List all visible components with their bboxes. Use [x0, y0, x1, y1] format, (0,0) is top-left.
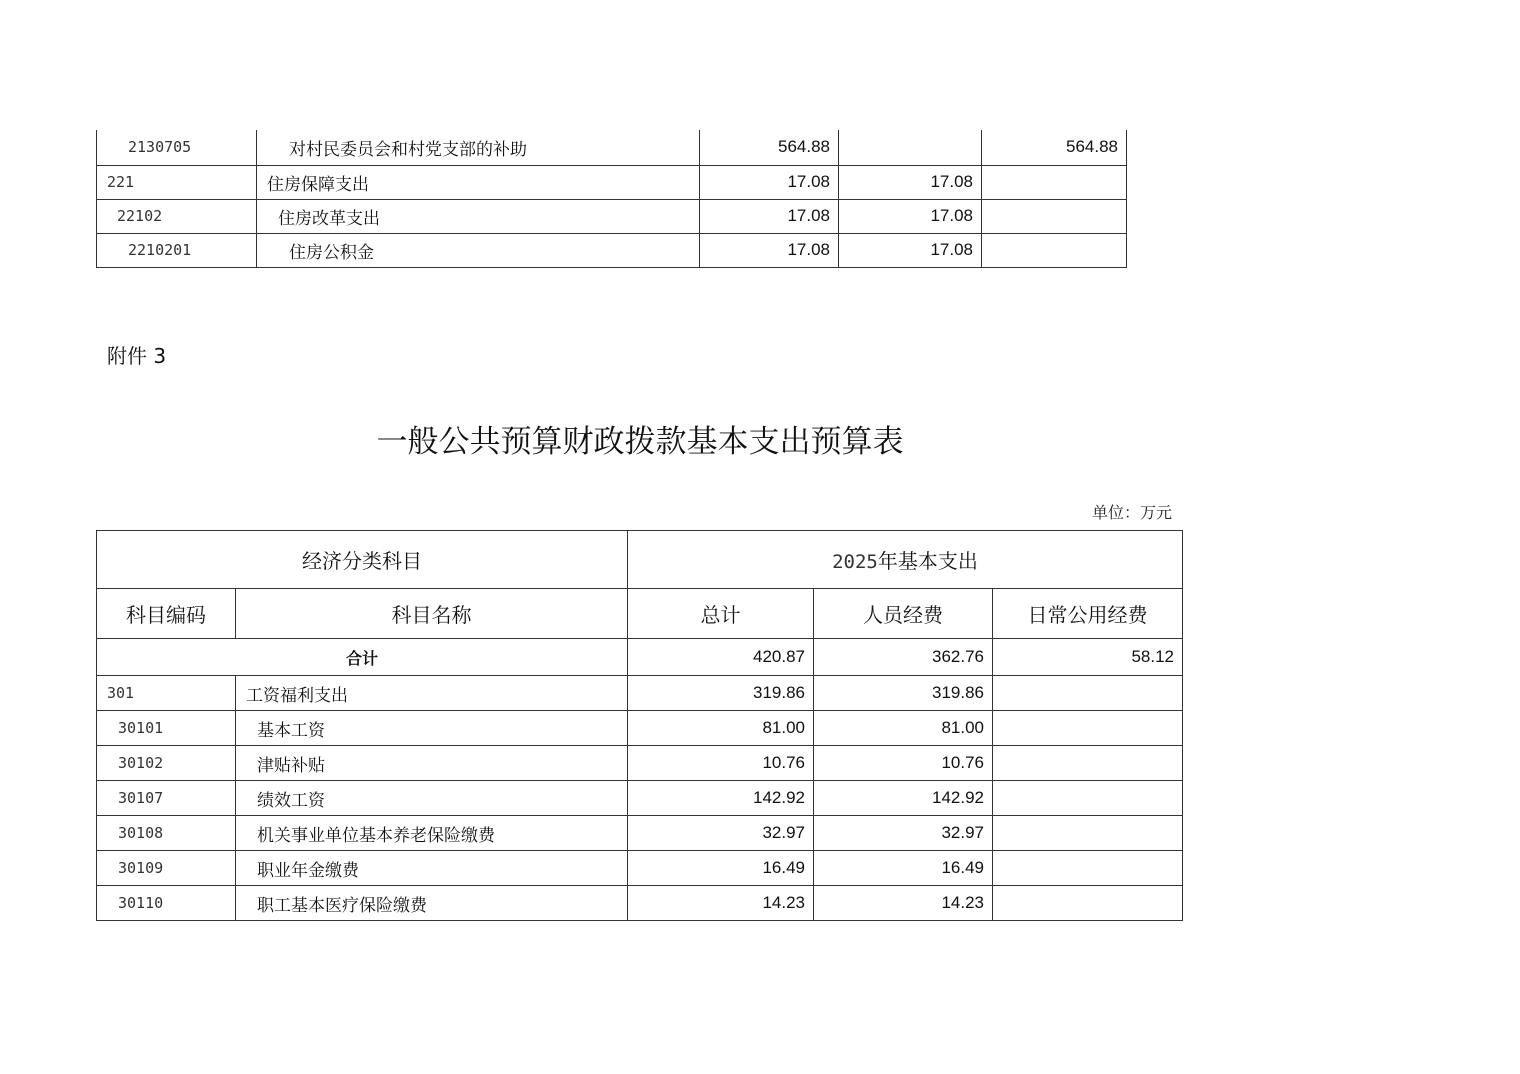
row-project [982, 199, 1127, 233]
table-row [97, 165, 1127, 199]
row-personnel: 319.86 [814, 676, 993, 711]
row-personnel: 16.49 [814, 851, 993, 886]
row-total: 319.86 [628, 676, 814, 711]
row-total: 10.76 [628, 746, 814, 781]
row-code: 22102 [97, 199, 257, 233]
row-project [982, 233, 1127, 267]
row-public [993, 816, 1183, 851]
total-total-value: 420.87 [628, 639, 814, 676]
continuation-table [96, 130, 1127, 268]
row-total: 32.97 [628, 816, 814, 851]
row-personnel: 14.23 [814, 886, 993, 921]
row-public [993, 851, 1183, 886]
row-name: 机关事业单位基本养老保险缴费 [236, 816, 628, 851]
table-row [97, 711, 1183, 746]
basic-expenditure-table-body [97, 531, 1183, 921]
row-code: 30110 [97, 886, 236, 921]
total-label: 合计 [97, 639, 628, 676]
table-row [97, 199, 1127, 233]
attachment-label: 附件 3 [107, 344, 167, 368]
row-total: 17.08 [700, 165, 839, 199]
row-public [993, 711, 1183, 746]
row-name: 津贴补贴 [236, 746, 628, 781]
row-basic: 17.08 [839, 233, 982, 267]
table-row [97, 886, 1183, 921]
row-public [993, 781, 1183, 816]
row-project [982, 165, 1127, 199]
row-code: 30107 [97, 781, 236, 816]
header-subject-code: 科目编码 [97, 589, 236, 639]
row-code: 30109 [97, 851, 236, 886]
table-row [97, 233, 1127, 267]
table-row [97, 676, 1183, 711]
header-public-expenses: 日常公用经费 [993, 589, 1183, 639]
row-name: 职业年金缴费 [236, 851, 628, 886]
row-name: 基本工资 [236, 711, 628, 746]
total-public-value: 58.12 [993, 639, 1183, 676]
total-personnel-value: 362.76 [814, 639, 993, 676]
row-name: 职工基本医疗保险缴费 [236, 886, 628, 921]
row-total: 14.23 [628, 886, 814, 921]
row-basic: 17.08 [839, 165, 982, 199]
row-code: 301 [97, 676, 236, 711]
row-public [993, 676, 1183, 711]
row-personnel: 142.92 [814, 781, 993, 816]
table-row [97, 746, 1183, 781]
table-row [97, 851, 1183, 886]
table-row [97, 781, 1183, 816]
table-row [97, 130, 1127, 165]
row-total: 17.08 [700, 233, 839, 267]
row-code: 30102 [97, 746, 236, 781]
row-basic: 17.08 [839, 199, 982, 233]
header-economic-classification: 经济分类科目 [97, 531, 628, 589]
row-personnel: 32.97 [814, 816, 993, 851]
unit-label: 单位：万元 [1091, 503, 1172, 522]
row-total: 142.92 [628, 781, 814, 816]
row-name: 住房保障支出 [257, 165, 700, 199]
row-name: 对村民委员会和村党支部的补助 [257, 130, 700, 165]
row-name: 绩效工资 [236, 781, 628, 816]
table-row [97, 816, 1183, 851]
row-code: 30101 [97, 711, 236, 746]
row-total: 564.88 [700, 130, 839, 165]
row-total: 16.49 [628, 851, 814, 886]
page-title: 一般公共预算财政拨款基本支出预算表 [376, 424, 904, 460]
row-public [993, 746, 1183, 781]
basic-expenditure-table [96, 530, 1183, 921]
row-code: 221 [97, 165, 257, 199]
row-code: 30108 [97, 816, 236, 851]
row-basic [839, 130, 982, 165]
row-personnel: 10.76 [814, 746, 993, 781]
header-personnel-expenses: 人员经费 [814, 589, 993, 639]
row-total: 17.08 [700, 199, 839, 233]
row-personnel: 81.00 [814, 711, 993, 746]
continuation-table-body [97, 130, 1127, 267]
row-name: 住房改革支出 [257, 199, 700, 233]
row-public [993, 886, 1183, 921]
header-year: 2025 [832, 551, 878, 573]
row-code: 2130705 [97, 130, 257, 165]
row-name: 住房公积金 [257, 233, 700, 267]
header-total: 总计 [628, 589, 814, 639]
row-project: 564.88 [982, 130, 1127, 165]
total-row [97, 639, 1183, 676]
header-subject-name: 科目名称 [236, 589, 628, 639]
header-year-basic-expenditure [628, 531, 1183, 589]
header-year-suffix: 年基本支出 [877, 549, 978, 573]
row-code: 2210201 [97, 233, 257, 267]
row-name: 工资福利支出 [236, 676, 628, 711]
row-total: 81.00 [628, 711, 814, 746]
